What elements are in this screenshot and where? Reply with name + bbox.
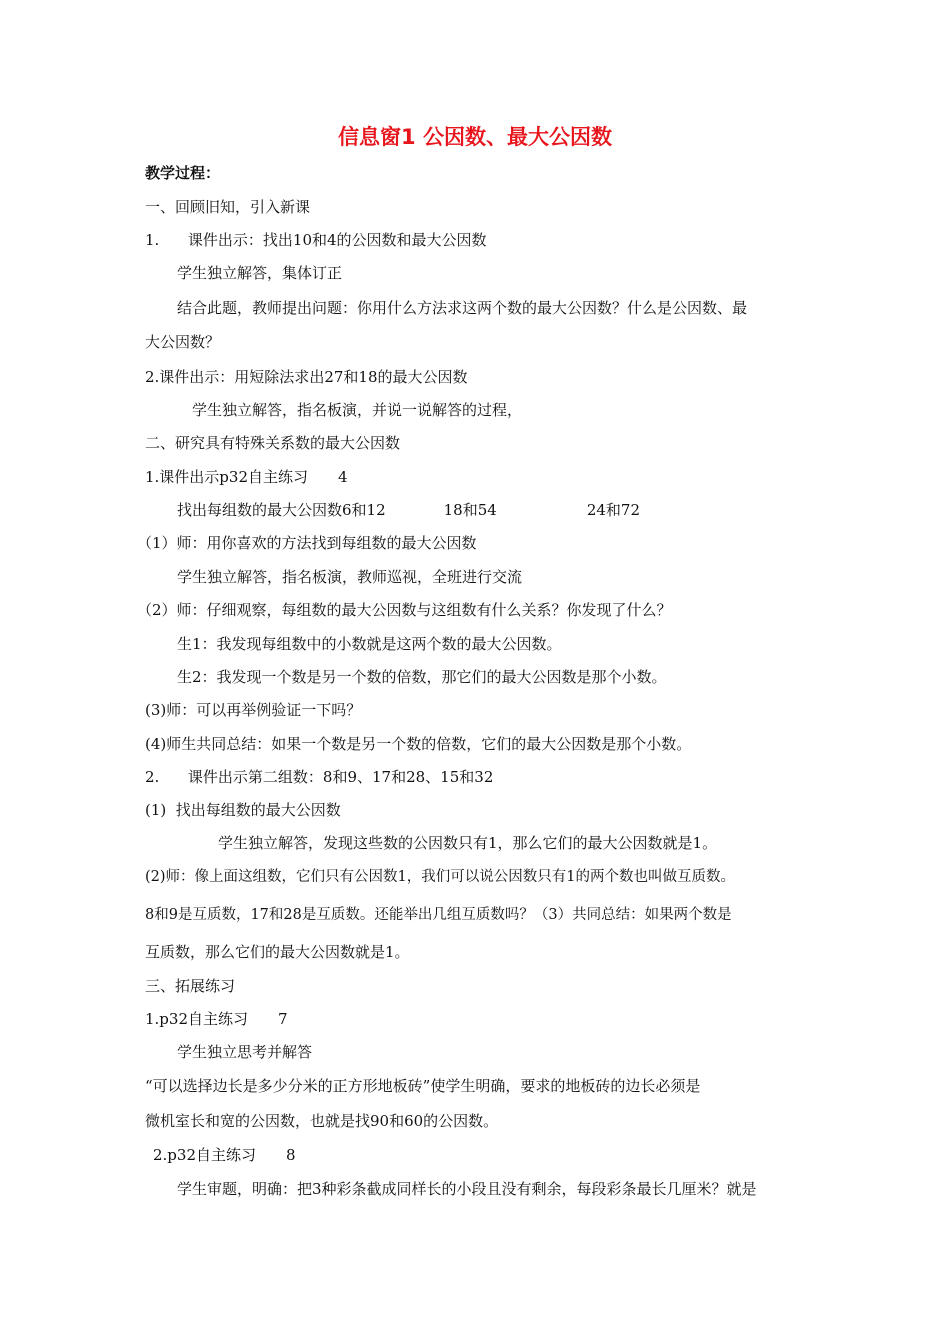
text-line: 学生独立解答，指名板演，教师巡视，全班进行交流 xyxy=(177,568,523,586)
text-segment: 1.p32自主练习 xyxy=(145,1010,249,1028)
text-segment: 8 xyxy=(286,1146,296,1164)
text-line: (1) 找出每组数的最大公因数 xyxy=(145,801,341,819)
text-line: 2. 课件出示第二组数：8和9、17和28、15和32 xyxy=(145,768,494,786)
text-line: （2）师：仔细观察，每组数的最大公因数与这组数有什么关系？你发现了什么？ xyxy=(137,601,672,619)
text-segment: 找出每组数的最大公因数6和12 xyxy=(177,501,386,519)
text-line: 学生独立解答，发现这些数的公因数只有1，那么它们的最大公因数就是1。 xyxy=(218,834,718,852)
text-line xyxy=(153,1144,296,1166)
text-line: (3)师：可以再举例验证一下吗？ xyxy=(145,701,362,719)
text-segment: 1.课件出示p32自主练习 xyxy=(145,468,309,486)
text-line: 大公因数？ xyxy=(145,333,221,351)
text-line xyxy=(145,1008,288,1030)
text-line: 8和9是互质数，17和28是互质数。还能举出几组互质数吗？（3）共同总结：如果两个数是 xyxy=(145,907,732,923)
text-line: 微机室长和宽的公因数，也就是找90和60的公因数。 xyxy=(145,1112,499,1130)
text-line: 学生独立思考并解答 xyxy=(177,1043,313,1061)
text-line: 生2：我发现一个数是另一个数的倍数，那它们的最大公因数是那个小数。 xyxy=(177,668,667,686)
text-segment: 18和54 xyxy=(443,501,497,519)
text-segment: 7 xyxy=(278,1010,288,1028)
text-line: “可以选择边长是多少分米的正方形地板砖”使学生明确，要求的地板砖的边长必须是 xyxy=(145,1077,701,1095)
text-line: 结合此题，教师提出问题：你用什么方法求这两个数的最大公因数？什么是公因数、最 xyxy=(177,299,748,317)
text-line: (4)师生共同总结：如果一个数是另一个数的倍数，它们的最大公因数是那个小数。 xyxy=(145,735,692,753)
text-line: 学生独立解答，指名板演，并说一说解答的过程， xyxy=(192,401,523,419)
section-heading: 教学过程： xyxy=(145,164,221,182)
text-line: 2.课件出示：用短除法求出27和18的最大公因数 xyxy=(145,368,468,386)
text-segment: 24和72 xyxy=(586,501,641,519)
text-line: 三、拓展练习 xyxy=(145,977,236,995)
text-line: 生1：我发现每组数中的小数就是这两个数的最大公因数。 xyxy=(177,635,562,653)
text-line: 一、回顾旧知，引入新课 xyxy=(145,198,311,216)
text-segment: 2.p32自主练习 xyxy=(153,1146,257,1164)
text-line: 学生审题，明确：把3种彩条截成同样长的小段且没有剩余，每段彩条最长几厘米？就是 xyxy=(177,1180,757,1198)
text-line: 二、研究具有特殊关系数的最大公因数 xyxy=(145,434,401,452)
text-segment: 4 xyxy=(338,468,348,486)
document-title: 信息窗1 公因数、最大公因数 xyxy=(338,125,612,149)
text-line xyxy=(177,499,640,521)
text-line: 学生独立解答，集体订正 xyxy=(177,264,343,282)
text-line: 1. 课件出示：找出10和4的公因数和最大公因数 xyxy=(145,231,487,249)
text-line: 互质数，那么它们的最大公因数就是1。 xyxy=(145,943,410,961)
text-line xyxy=(145,466,348,488)
text-line: （1）师：用你喜欢的方法找到每组数的最大公因数 xyxy=(137,534,477,552)
text-line: (2)师：像上面这组数，它们只有公因数1，我们可以说公因数只有1的两个数也叫做互质数。 xyxy=(145,869,735,885)
